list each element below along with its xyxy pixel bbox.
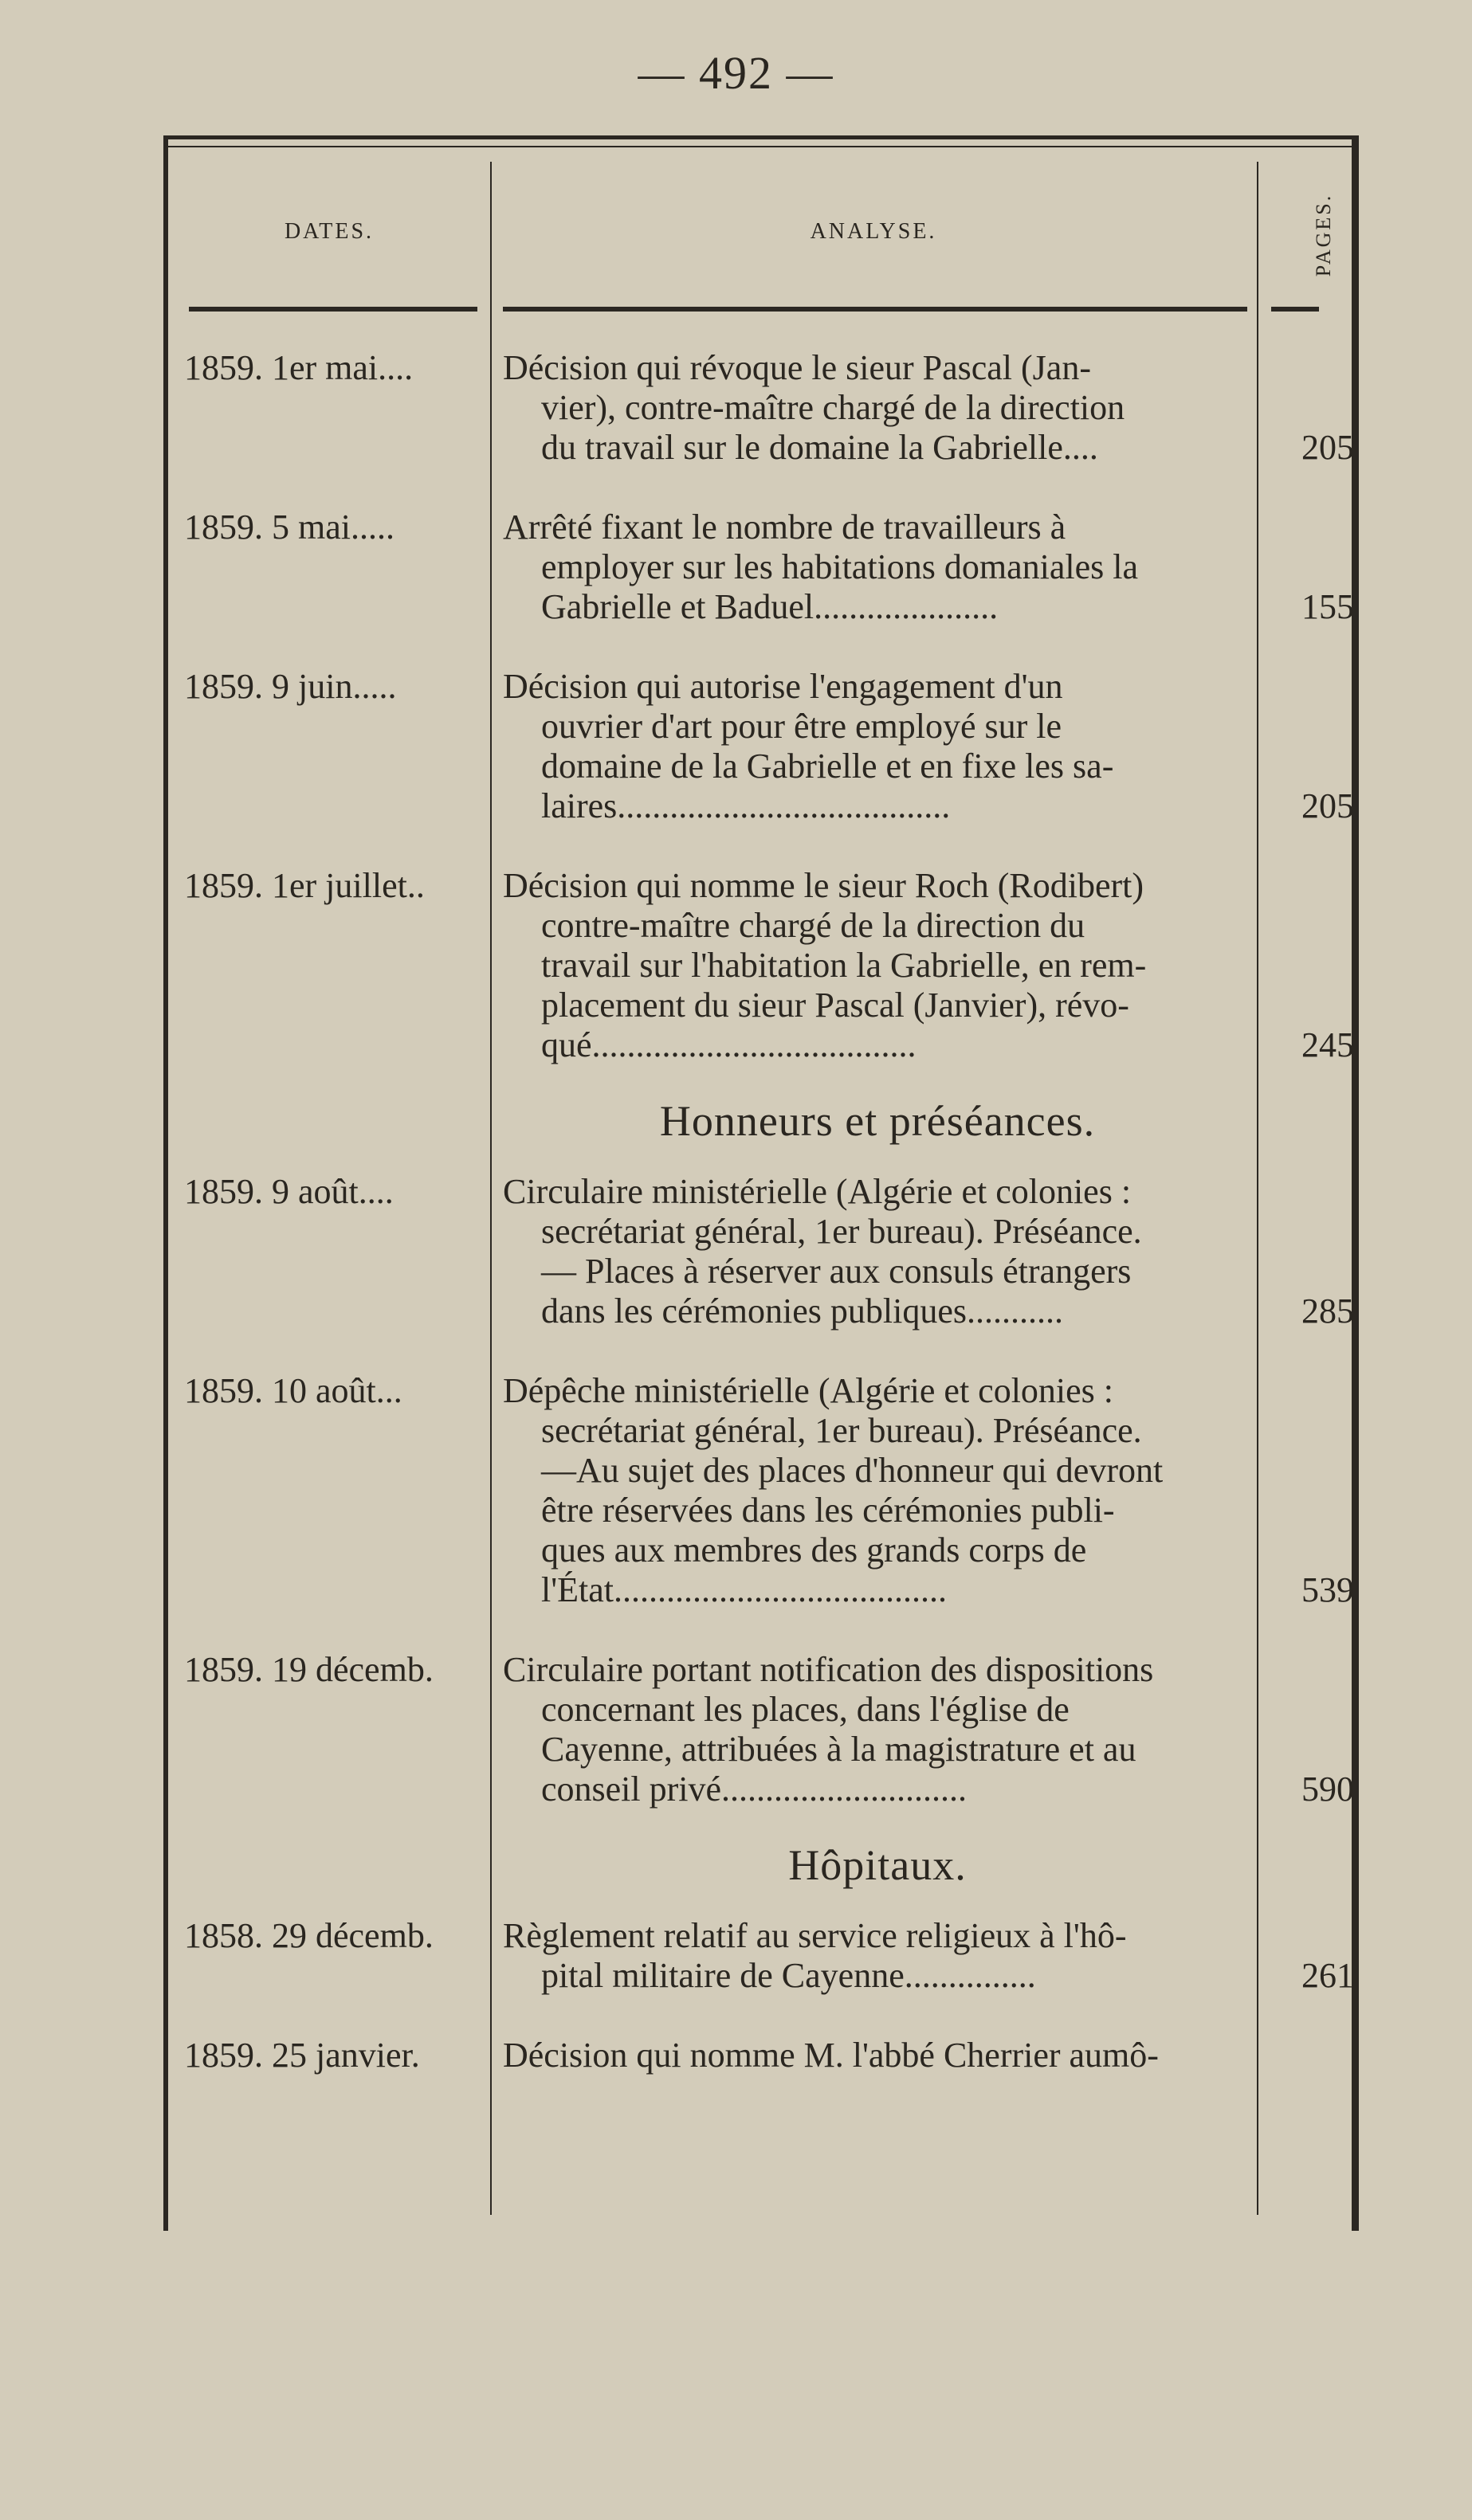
analysis-line: contre-maître chargé de la direction du [541,906,1085,945]
entry-row [168,866,1364,1065]
header-analyse: ANALYSE. [810,219,937,244]
entry-page: 590 [1301,1769,1354,1809]
entry-date: 1859. 19 décemb. [184,1650,434,1689]
entry-date: 1859. 1er mai.... [184,348,414,387]
analysis-line: Décision qui nomme le sieur Roch (Rodibert) [503,866,1144,905]
analysis-line: placement du sieur Pascal (Janvier), révo- [541,986,1129,1025]
analysis-line: ques aux membres des grands corps de [541,1530,1087,1570]
entry-page: 245 [1301,1025,1354,1064]
analysis-line: travail sur l'habitation la Gabrielle, en rem- [541,946,1147,985]
entries-list [168,348,1364,2115]
analysis-line: Circulaire ministérielle (Algérie et colonies : [503,1172,1132,1211]
entry-analysis [503,1172,1252,1331]
page-number: — 492 — [638,47,834,99]
header-dates: DATES. [284,219,375,244]
entry-date: 1859. 5 mai..... [184,508,394,547]
header-rule-dates [189,307,477,312]
analysis-line: domaine de la Gabrielle et en fixe les sa- [541,747,1114,786]
analysis-line: Gabrielle et Baduel..................... [541,587,999,626]
header-rule-pages [1271,307,1319,312]
analysis-line: employer sur les habitations domaniales la [541,547,1139,586]
analysis-line: Dépêche ministérielle (Algérie et colonies : [503,1371,1114,1410]
header-rule-analyse [503,307,1247,312]
entry-analysis [503,866,1252,1065]
entry-page: 205 [1301,786,1354,825]
entry-row [168,1650,1364,1809]
entry-page: 205 [1301,428,1354,467]
table-frame [163,135,1359,2231]
analysis-line: concernant les places, dans l'église de [541,1690,1070,1729]
entry-row [168,1172,1364,1331]
analysis-line: Cayenne, attribuées à la magistrature et au [541,1730,1136,1769]
analysis-line: Décision qui nomme M. l'abbé Cherrier aumô- [503,2036,1159,2075]
entry-analysis [503,1916,1252,1996]
analysis-line: secrétariat général, 1er bureau). Préséance. [541,1411,1142,1450]
entry-analysis [503,667,1252,826]
entry-date: 1858. 29 décemb. [184,1916,434,1955]
entry-date: 1859. 1er juillet.. [184,866,425,905]
analysis-line: Circulaire portant notification des dispositions [503,1650,1154,1689]
analysis-line: Règlement relatif au service religieux à l'hô- [503,1916,1127,1955]
entry-row [168,508,1364,627]
analysis-line: qué..................................... [541,1025,917,1064]
analysis-line: — Places à réserver aux consuls étrangers [541,1252,1132,1291]
entry-row [168,1371,1364,1610]
entry-analysis [503,508,1252,627]
analysis-line: Décision qui autorise l'engagement d'un [503,667,1063,706]
analysis-line: l'État...................................... [541,1570,948,1609]
analysis-line: vier), contre-maître chargé de la direction [541,388,1125,427]
analysis-line: secrétariat général, 1er bureau). Préséance. [541,1212,1142,1251]
entry-row [168,667,1364,826]
analysis-line: dans les cérémonies publiques........... [541,1291,1063,1331]
entry-analysis [503,348,1252,468]
analysis-line: —Au sujet des places d'honneur qui devront [541,1451,1164,1490]
analysis-line: conseil privé............................ [541,1769,968,1809]
entry-row [168,348,1364,468]
analysis-line: laires...................................... [541,786,951,825]
entry-date: 1859. 10 août... [184,1371,402,1410]
entry-analysis [503,1371,1252,1610]
analysis-line: du travail sur le domaine la Gabrielle.... [541,428,1098,467]
analysis-line: pital militaire de Cayenne............... [541,1956,1036,1995]
entry-date: 1859. 9 juin..... [184,667,397,706]
analysis-line: être réservées dans les cérémonies publi- [541,1491,1115,1530]
entry-date: 1859. 9 août.... [184,1172,394,1211]
entry-analysis [503,1650,1252,1809]
entry-row [168,1916,1364,1996]
analysis-line: Décision qui révoque le sieur Pascal (Jan- [503,348,1091,387]
analysis-line: Arrêté fixant le nombre de travailleurs à [503,508,1066,547]
entry-page: 285 [1301,1291,1354,1331]
entry-page: 155 [1301,587,1354,626]
analysis-line: ouvrier d'art pour être employé sur le [541,707,1062,746]
entry-analysis [503,2036,1252,2075]
section-title: Hôpitaux. [788,1841,967,1889]
entry-page: 539 [1301,1570,1354,1609]
entry-date: 1859. 25 janvier. [184,2036,420,2075]
header-pages: PAGES. [1312,193,1335,277]
entry-page: 261 [1301,1956,1354,1995]
entry-row [168,2036,1364,2075]
section-title: Honneurs et préséances. [659,1097,1096,1145]
